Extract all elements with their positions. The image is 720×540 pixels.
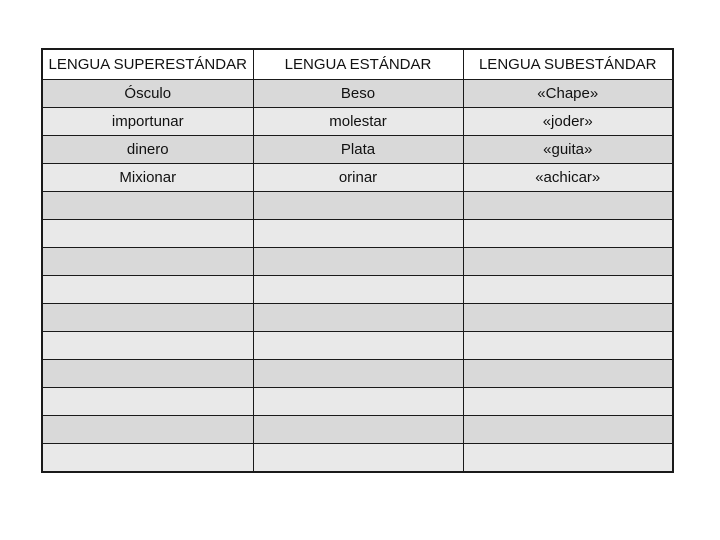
table-cell: importunar bbox=[42, 108, 253, 136]
table-cell bbox=[42, 192, 253, 220]
table-cell: orinar bbox=[253, 164, 463, 192]
table-cell bbox=[463, 416, 673, 444]
table-cell bbox=[42, 304, 253, 332]
table-cell bbox=[463, 304, 673, 332]
header-superstandard: LENGUA SUPERESTÁNDAR bbox=[42, 49, 253, 80]
table-cell bbox=[463, 276, 673, 304]
table-row bbox=[42, 80, 673, 108]
table-cell bbox=[42, 416, 253, 444]
table-cell bbox=[42, 248, 253, 276]
table-cell bbox=[463, 248, 673, 276]
table-cell bbox=[253, 332, 463, 360]
table-cell bbox=[253, 220, 463, 248]
table-row bbox=[42, 136, 673, 164]
table-cell bbox=[463, 360, 673, 388]
table-cell: Beso bbox=[253, 80, 463, 108]
table-row bbox=[42, 276, 673, 304]
table-row bbox=[42, 332, 673, 360]
table-row bbox=[42, 164, 673, 192]
table-cell bbox=[253, 276, 463, 304]
table-cell: Ósculo bbox=[42, 80, 253, 108]
table-cell bbox=[42, 332, 253, 360]
table-cell bbox=[42, 360, 253, 388]
table-cell bbox=[253, 360, 463, 388]
table-cell bbox=[253, 192, 463, 220]
table-row bbox=[42, 304, 673, 332]
table-cell: molestar bbox=[253, 108, 463, 136]
table-row bbox=[42, 220, 673, 248]
table-cell bbox=[463, 220, 673, 248]
table-cell bbox=[253, 304, 463, 332]
table-cell bbox=[253, 416, 463, 444]
table-row bbox=[42, 388, 673, 416]
table-cell bbox=[463, 444, 673, 473]
table-cell bbox=[42, 220, 253, 248]
table-cell: «guita» bbox=[463, 136, 673, 164]
table-cell: Mixionar bbox=[42, 164, 253, 192]
language-register-table bbox=[41, 48, 674, 473]
table-cell: «joder» bbox=[463, 108, 673, 136]
table-cell bbox=[253, 444, 463, 473]
table-row bbox=[42, 416, 673, 444]
table-row bbox=[42, 248, 673, 276]
table-cell bbox=[42, 444, 253, 473]
table-row bbox=[42, 444, 673, 473]
table-row bbox=[42, 108, 673, 136]
table-cell bbox=[42, 388, 253, 416]
table-row bbox=[42, 360, 673, 388]
table-cell: Plata bbox=[253, 136, 463, 164]
table-cell bbox=[42, 276, 253, 304]
table-cell bbox=[463, 332, 673, 360]
header-standard: LENGUA ESTÁNDAR bbox=[253, 49, 463, 80]
table-cell bbox=[253, 388, 463, 416]
table-cell: dinero bbox=[42, 136, 253, 164]
header-substandard: LENGUA SUBESTÁNDAR bbox=[463, 49, 673, 80]
table-cell: «Chape» bbox=[463, 80, 673, 108]
table-cell: «achicar» bbox=[463, 164, 673, 192]
table-row bbox=[42, 192, 673, 220]
table-cell bbox=[253, 248, 463, 276]
table-cell bbox=[463, 388, 673, 416]
table-cell bbox=[463, 192, 673, 220]
header-row bbox=[42, 49, 673, 80]
